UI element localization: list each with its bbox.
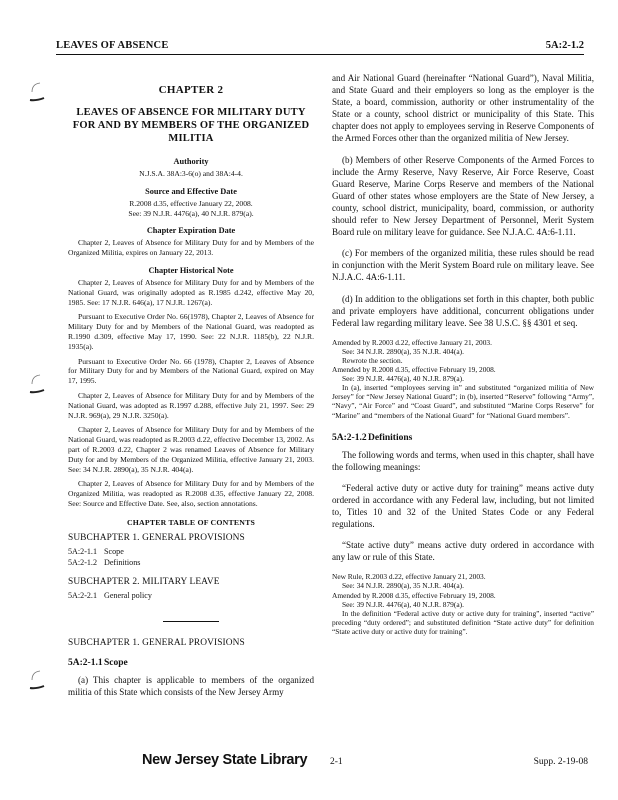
toc-subchapter-2: SUBCHAPTER 2. MILITARY LEAVE [68,576,220,587]
definitions-history-line: See: 39 N.J.R. 4476(a), 40 N.J.R. 879(a). [342,599,464,609]
section-number: 5A:2-1.1 [68,657,103,668]
scope-paragraph-a-cont: and Air National Guard (hereinafter “National Guard”), Naval Militia, and State Guard and their employers so long as the employer is the State, a board, commission, authority or other instrumentality of the State or a county, school district or municipality of this State. This chapter does not apply to employees serving in Reserve Components of the Armed Forces other than the organized militia of New Jersey. [332,73,594,144]
header-title: LEAVES OF ABSENCE [56,40,169,51]
source-text: See: 39 N.J.R. 4476(a), 40 N.J.R. 879(a). [128,208,254,218]
source-text: R.2008 d.35, effective January 22, 2008. [129,198,253,208]
binder-hole-mark [26,668,50,692]
definitions-history-line: In the definition “Federal active duty or active duty for training”, inserted “active” preceding “duty ordered”; and substituted definition “State active duty” for definition “State active duty or active duty for training”. [332,608,594,636]
binder-hole-mark [26,80,50,104]
left-column [68,72,314,698]
toc-entry-number: 5A:2-1.1 [68,546,97,556]
section-number: 5A:2-1.2 [332,432,367,443]
authority-heading: Authority [173,157,209,166]
authority-text: N.J.S.A. 38A:3-6(o) and 38A:4-4. [139,169,243,178]
right-column [332,72,594,636]
source-heading: Source and Effective Date [145,186,237,196]
header-section-number: 5A:2-1.2 [545,40,584,51]
scope-history-line: In (a), inserted “employees serving in” and substituted “organized militia of New Jersey” for “New Jersey National Guard”; in (b), inserted “Reserve” following “Army”, “Navy”, “Air Force” and “Coast Guard”, and substituted “Marine Corps Reserve” for “Marine” and “members of the National Guard” for “National Guard members”. [332,383,594,420]
toc-subchapter-1: SUBCHAPTER 1. GENERAL PROVISIONS [68,532,245,543]
subchapter-title: SUBCHAPTER 1. GENERAL PROVISIONS [68,637,245,648]
definition-state-active-duty: “State active duty” means active duty ordered in accordance with any law or rule of this State. [332,540,594,563]
toc-entry [68,546,314,557]
toc-entry-label: General policy [104,590,152,600]
page-number: 2-1 [330,757,343,767]
definitions-history-line: Amended by R.2008 d.35, effective February 19, 2008. [332,590,496,600]
historical-note-paragraph: Chapter 2, Leaves of Absence for Military Duty for and by Members of the Organized Militia, was readopted as R.2008 d.35, effective January 22, 2008. See: Source and Effective Date. See, also, section annotations. [68,479,314,508]
scope-history-line: See: 39 N.J.R. 4476(a), 40 N.J.R. 879(a). [342,374,464,384]
section-heading-scope [68,658,314,668]
toc-heading: CHAPTER TABLE OF CONTENTS [126,517,256,527]
scope-paragraph-d: (d) In addition to the obligations set forth in this chapter, both public and private employers have additional, concurrent obligations under Federal law regarding military leave. See 38 U.S.C. §§ 4301 et seq. [332,293,594,328]
historical-note-heading: Chapter Historical Note [148,265,234,275]
toc-entry [68,557,314,568]
historical-note-paragraph: Chapter 2, Leaves of Absence for Military Duty for and by Members of the National Guard, was originally adopted as R.1985 d.242, effective May 20, 1985. See: 17 N.J.R. 646(a), 17 N.J.R. 1267(a). [68,277,314,307]
supplement-date: Supp. 2-19-08 [533,757,588,767]
section-title: Scope [104,657,128,668]
toc-entry-number: 5A:2-2.1 [68,590,97,600]
running-header [56,40,584,55]
historical-note-paragraph: Chapter 2, Leaves of Absence for Military Duty for and by Members of the National Guard, was adopted as R.1997 d.288, effective July 21, 1997. See: 29 N.J.R. 969(a), 29 N.J.R. 3250(a). [68,390,314,420]
section-title: Definitions [368,432,413,443]
chapter-title: LEAVES OF ABSENCE FOR MILITARY DUTY FOR AND BY MEMBERS OF THE ORGANIZED MILITIA [72,107,310,144]
definition-federal-active-duty: “Federal active duty or active duty for training” means active duty ordered in accordance with any Federal law, including, but not limited to, Titles 10 and 32 of the United States Code or any Federal regulations. [332,482,594,530]
historical-note-paragraph: Pursuant to Executive Order No. 66 (1978), Chapter 2, Leaves of Absence for Military Duty for and by Members of the National Guard, expired on May 17, 1995. [68,356,314,386]
toc-entry [68,590,314,601]
definitions-history-line: New Rule, R.2003 d.22, effective January 21, 2003. [332,572,486,582]
section-heading-definitions [332,433,594,443]
definitions-history-line: See: 34 N.J.R. 2890(a), 35 N.J.R. 404(a). [342,581,464,591]
scope-history-line: Rewrote the section. [342,355,403,365]
toc-entry-label: Scope [104,546,124,556]
scope-paragraph-b: (b) Members of other Reserve Components of the Armed Forces to include the Army Reserve, Navy Reserve, Air Force Reserve, Coast Guard Reserve, Marine Corps Reserve and members of the National Guard of other states whose employers are the State of New Jersey, a county, school district, municipality, board, commission, or authority should refer to New Jersey Department of Personnel, Merit System Board rule on military leave for guidance. See N.J.A.C. 4A:6-1.11. [332,154,594,238]
library-stamp: New Jersey State Library [142,752,308,768]
scope-history-line: Amended by R.2008 d.35, effective February 19, 2008. [332,365,496,375]
definitions-intro: The following words and terms, when used in this chapter, shall have the following meanings: [332,449,594,472]
toc-entry-label: Definitions [104,557,141,567]
scope-paragraph-a-start: (a) This chapter is applicable to members of the organized militia of this State which consists of the New Jersey Army [68,674,314,697]
historical-note-paragraph: Chapter 2, Leaves of Absence for Military Duty for and by Members of the National Guard, was readopted as R.2003 d.22, effective December 13, 2002. As part of R.2003 d.22, Chapter 2 was renamed Leaves of Absence for Military Duty for and by Members of the Organized Militia, effective January 21, 2003. See: 34 N.J.R. 2890(a), 35 N.J.R. 404(a). [68,425,314,474]
toc-entry-number: 5A:2-1.2 [68,557,97,567]
binder-hole-mark [26,372,50,396]
scope-history-line: Amended by R.2003 d.22, effective January 21, 2003. [332,337,492,347]
chapter-label: CHAPTER 2 [158,84,224,96]
expiration-text: Chapter 2, Leaves of Absence for Military Duty for and by Members of the Organized Militia, expires on January 22, 2013. [68,238,314,258]
section-divider [163,621,219,622]
historical-note-paragraph: Pursuant to Executive Order No. 66(1978), Chapter 2, Leaves of Absence for Military Duty for and by Members of the National Guard, was readopted as R.1990 d.309, effective May 17, 1990. See: 22 N.J.R. 1185(b), 22 N.J.R. 1935(a). [68,312,314,351]
scope-history-line: See: 34 N.J.R. 2890(a), 35 N.J.R. 404(a). [342,346,464,356]
scope-paragraph-c: (c) For members of the organized militia, these rules should be read in conjunction with the Merit System Board rule on military leave. See N.J.A.C. 4A:6-1.11. [332,248,594,283]
expiration-heading: Chapter Expiration Date [146,226,236,236]
